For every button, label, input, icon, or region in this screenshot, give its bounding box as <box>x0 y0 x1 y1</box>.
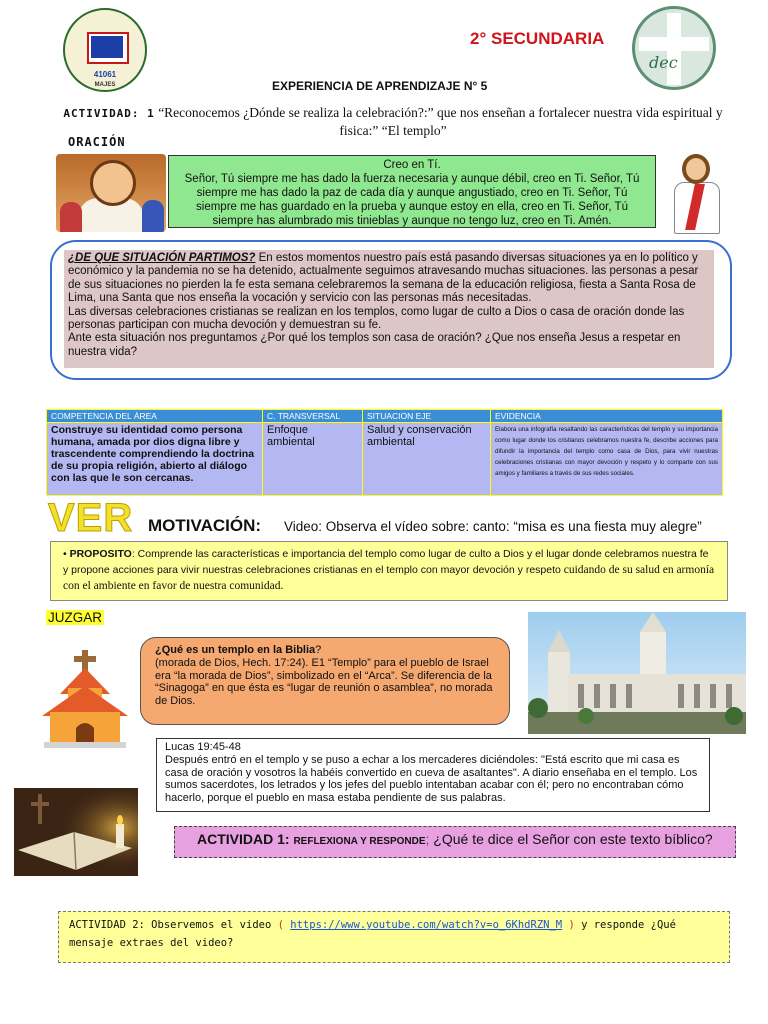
templo-question: ¿Qué es un templo en la Biblia <box>155 644 316 656</box>
table-cell-situacion: Salud y conservación ambiental <box>363 423 491 496</box>
school-place: MAJES <box>94 82 116 88</box>
templo-text: (morada de Dios, Hech. 17:24). E1 “Templo” para el pueblo de Israel era “la morada de Dios”, simbolizado en el “Arca”. Se diferencia de la “Sinagoga” en que ésta es “lugar de reunión o asamblea”, no morada de Dios. <box>155 656 493 708</box>
proposito-text-end: cuidando de su salud en armonía con el ambiente en favor de nuestra comunidad. <box>63 564 715 592</box>
oracion-label: ORACIÓN <box>68 135 126 149</box>
table-header: C. TRANSVERSAL <box>263 410 363 423</box>
table-cell-evidencia: Elabora una infografía resaltando las características del templo y su importancia como lugar donde los cristianos celebramos nuestra fe, describe acciones para difundir la importancia del templo como casa de Dios, para vivir nuestras celebraciones cristianas con mayor devoción y respeto y lo comparte con sus amigos y familiares a través de sus redes sociales. <box>491 423 723 496</box>
actividad-label: ACTIVIDAD: 1 <box>63 107 155 120</box>
actividad2-box <box>58 911 730 963</box>
cathedral-photo <box>528 612 746 734</box>
school-number: 41061 <box>93 70 117 79</box>
jesus-cartoon-icon <box>666 152 726 234</box>
prayer-text: Señor, Tú siempre me has dado la fuerza necesaria y aunque débil, creo en Ti. Señor, Tú siempre me has dado la paz de cada día y aunque angustiado, creo en Ti. Señor, Tú siempre me has guardado en la prueba y aunque estoy en ella, creo en Ti. Señor, Tú siempre has alumbrado mis tinieblas y aunque no tengo luz, creo en Ti. Amén. <box>184 173 640 227</box>
page-title: EXPERIENCIA DE APRENDIZAJE N° 5 <box>272 79 488 93</box>
motivacion-text: Video: Observa el vídeo sobre: canto: “misa es una fiesta muy alegre” <box>284 519 702 534</box>
situacion-p1: En estos momentos nuestro país está pasando diversas situaciones ya en lo político y económico y la pandemia no se ha detenido, actualmente seguimos atravesando muchas situaciones. las personas a pesar de sus situaciones no pierden la fe esta semana celebraremos la semana de la educación religiosa, fiesta a Santa Rosa de Lima, una Santa que nos enseña la vocación y servicio con las personas más necesitadas. <box>68 252 699 305</box>
prayer-illustration <box>56 154 166 232</box>
situacion-p3: Ante esta situación nos preguntamos ¿Por qué los templos son casa de oración? ¿Que nos enseña Jesus a respetar en nuestra vida? <box>68 332 681 358</box>
bullet-icon: • <box>63 548 70 560</box>
lucas-text: Después entró en el templo y se puso a echar a los mercaderes diciéndoles: "Está escrito que mi casa es casa de oración y vosotros la habéis convertido en cueva de asaltantes". A diario enseñaba en el templo. Los sumos sacerdotes, los letrados y los jefes del pueblo intentaban acabar con él; pero no encontraban cómo hacerlo, porque el pueblo en masa estaba pendiente de sus palabras. <box>165 753 698 805</box>
actividad-text: “Reconocemos ¿Dónde se realiza la celebración?:” que nos enseñan a fortalecer nuestra vida espiritual y fisica:” “El templo” <box>158 105 723 138</box>
situacion-p2: Las diversas celebraciones cristianas se realizan en los templos, como lugar de culto a Dios o casa de oración donde las personas participan con mucha devoción y demuestran su fe. <box>68 305 685 332</box>
school-crest-icon <box>63 8 147 92</box>
table-cell-competencia: Construye su identidad como persona humana, amada por dios digna libre y trascendente comprendiendo la doctrina de su propia religión, abierto al diálogo con las que le son cercanas. <box>47 423 263 496</box>
bible-candle-photo <box>14 788 138 876</box>
templo-question-end: ? <box>315 644 322 656</box>
video-link[interactable]: https://www.youtube.com/watch?v=o_6KhdRZN_M <box>290 919 563 931</box>
actividad2-tail: y responde ¿Qué mensaje extraes del video? <box>69 919 676 949</box>
competencia-table <box>46 409 723 496</box>
situacion-question: ¿DE QUE SITUACIÓN PARTIMOS? <box>68 252 256 264</box>
prayer-title: Creo en Tí. <box>383 159 441 171</box>
actividad2-label: ACTIVIDAD 2: Observemos el video <box>69 919 278 931</box>
actividad1-semicolon: ; <box>425 831 430 847</box>
chapel-icon <box>40 650 130 750</box>
lucas-box <box>156 738 710 812</box>
actividad-heading <box>58 104 728 139</box>
prayer-box <box>168 155 656 228</box>
shield-icon <box>87 32 129 64</box>
table-header: SITUACION EJE <box>363 410 491 423</box>
table-header: COMPETENCIA DEL ÁREA <box>47 410 263 423</box>
actividad2-paren-open: ( <box>277 919 284 931</box>
dec-logo-icon <box>632 6 716 90</box>
ver-heading: VER <box>48 496 134 540</box>
proposito-text: : Comprende las características e importancia del templo como lugar de culto a Dios y el lugar donde celebramos nuestra fe y propone acciones para vivir nuestras celebraciones cristianas en el templo con mayor devoción y respeto <box>63 548 709 576</box>
table-cell-transversal: Enfoque ambiental <box>263 423 363 496</box>
situacion-box <box>64 250 714 368</box>
actividad2-paren-close: ) <box>568 919 575 931</box>
actividad1-question: ¿Qué te dice el Señor con este texto bíblico? <box>429 831 713 847</box>
motivacion-label: MOTIVACIÓN: <box>148 516 262 535</box>
grade-label: 2° SECUNDARIA <box>470 29 605 48</box>
table-header: EVIDENCIA <box>491 410 723 423</box>
actividad1-box <box>174 826 736 858</box>
templo-box <box>140 637 510 725</box>
dec-logo-text: dec <box>649 53 678 72</box>
actividad1-label: ACTIVIDAD 1: <box>197 831 294 847</box>
juzgar-label: JUZGAR <box>48 610 102 625</box>
actividad1-sub: REFLEXIONA Y RESPONDE <box>293 836 426 847</box>
table-header-row <box>47 410 723 423</box>
proposito-label: PROPOSITO <box>69 548 132 560</box>
lucas-ref: Lucas 19:45-48 <box>165 741 241 753</box>
proposito-box <box>50 541 728 601</box>
table-row <box>47 423 723 496</box>
